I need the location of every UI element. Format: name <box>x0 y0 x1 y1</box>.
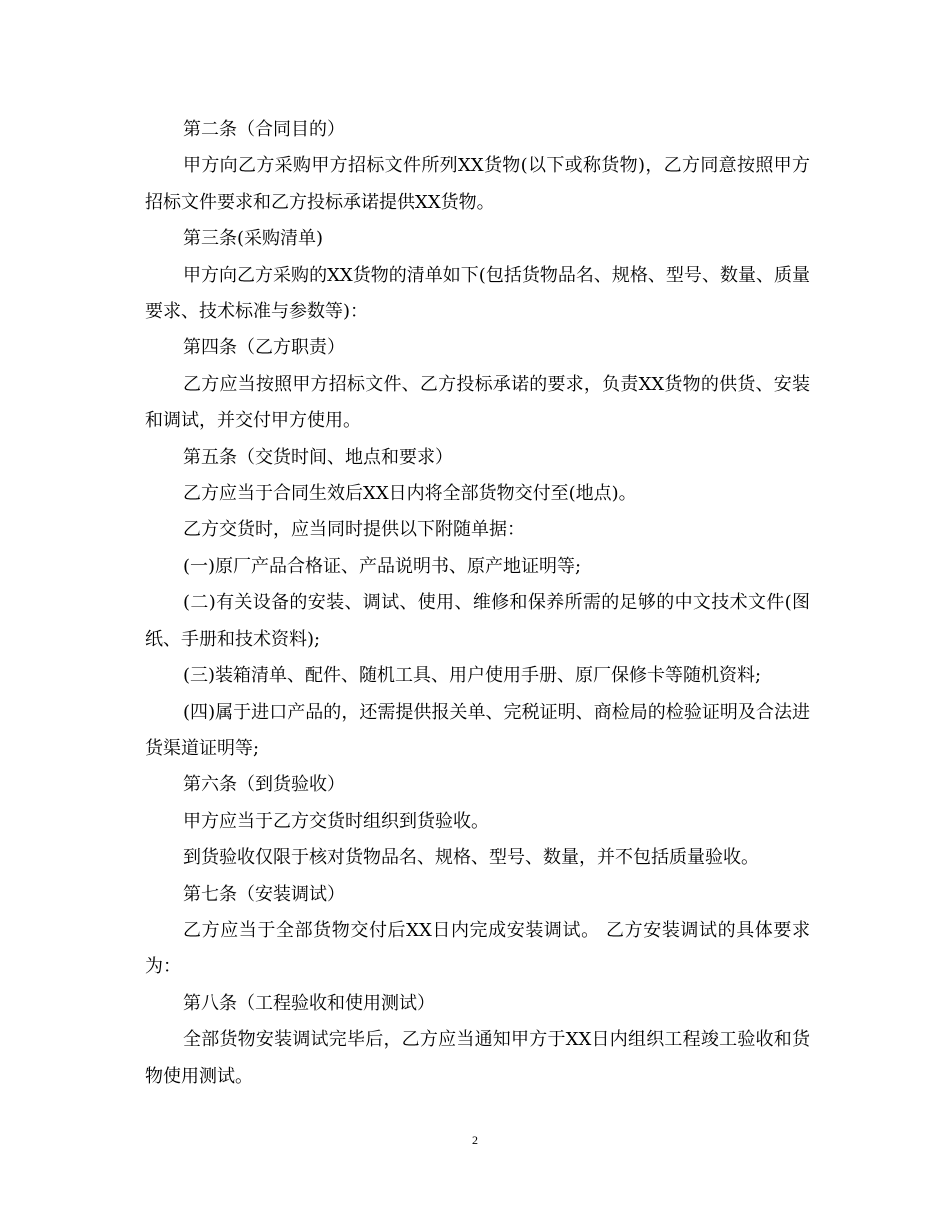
page-number: 2 <box>472 1133 478 1147</box>
article-5-item-2: (二)有关设备的安装、调试、使用、维修和保养所需的足够的中文技术文件(图纸、手册和技术资料); <box>145 592 810 650</box>
article-3-text: 甲方向乙方采购的XX货物的清单如下(包括货物品名、规格、型号、数量、质量要求、技术标准与参数等)： <box>145 264 810 323</box>
article-4-text: 乙方应当按照甲方招标文件、乙方投标承诺的要求，负责XX货物的供货、安装和调试，并交付甲方使用。 <box>145 373 810 432</box>
article-4-heading: 第四条（乙方职责） <box>183 337 345 359</box>
article-5-text-delivery: 乙方应当于合同生效后XX日内将全部货物交付至(地点)。 <box>183 483 637 505</box>
article-7-text: 乙方应当于全部货物交付后XX日内完成安装调试。 乙方安装调试的具体要求为： <box>145 919 810 978</box>
article-5-text-documents: 乙方交货时，应当同时提供以下附随单据： <box>183 519 525 541</box>
article-8-text: 全部货物安装调试完毕后，乙方应当通知甲方于XX日内组织工程竣工验收和货物使用测试。 <box>145 1029 810 1087</box>
article-7-heading: 第七条（安装调试） <box>183 883 345 905</box>
article-6-text-2: 到货验收仅限于核对货物品名、规格、型号、数量，并不包括质量验收。 <box>183 847 759 869</box>
article-5-item-4: (四)属于进口产品的，还需提供报关单、完税证明、商检局的检验证明及合法进货渠道证明等; <box>145 701 810 759</box>
article-8-heading: 第八条（工程验收和使用测试） <box>183 992 435 1014</box>
article-5-item-3: (三)装箱清单、配件、随机工具、用户使用手册、原厂保修卡等随机资料; <box>183 665 762 687</box>
article-5-item-1: (一)原厂产品合格证、产品说明书、原产地证明等; <box>183 555 582 577</box>
article-5-heading: 第五条（交货时间、地点和要求） <box>183 446 453 468</box>
article-6-text-1: 甲方应当于乙方交货时组织到货验收。 <box>183 810 489 832</box>
document-body <box>145 112 810 1095</box>
article-2-heading: 第二条（合同目的） <box>183 119 345 140</box>
article-6-heading: 第六条（到货验收） <box>183 774 345 796</box>
article-3-heading: 第三条(采购清单) <box>183 228 324 250</box>
article-2-text: 甲方向乙方采购甲方招标文件所列XX货物(以下或称货物)，乙方同意按照甲方招标文件要求和乙方投标承诺提供XX货物。 <box>145 155 810 213</box>
